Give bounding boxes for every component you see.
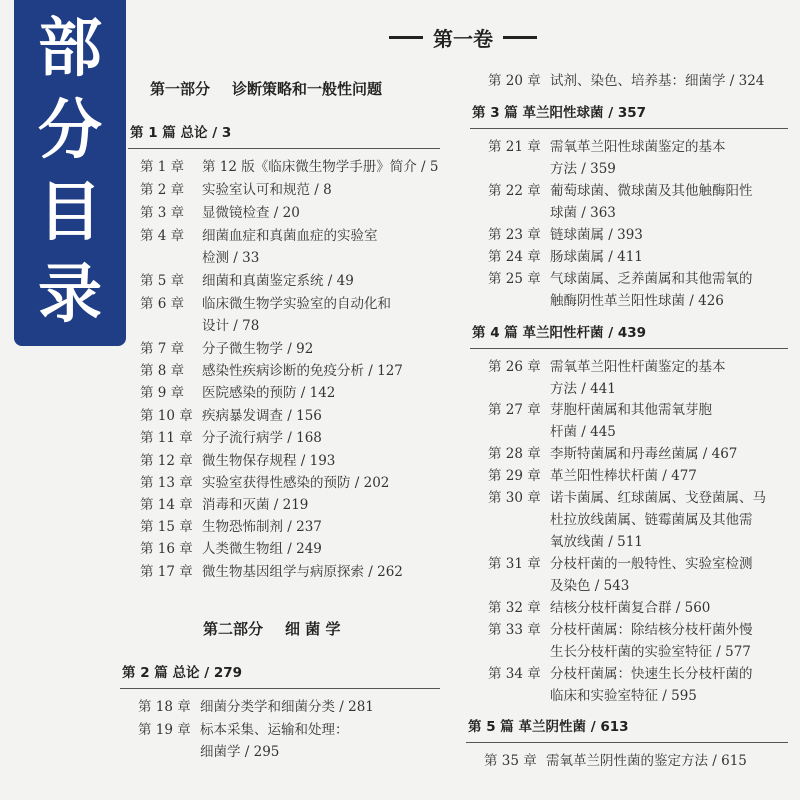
chapter-number: 第 33 章	[488, 622, 541, 638]
chapter-number: 第 25 章	[488, 271, 541, 287]
section-rule	[466, 742, 788, 743]
toc-entry-continued[interactable]: 氧放线菌 / 511	[550, 534, 643, 550]
toc-entry[interactable]	[140, 340, 313, 358]
toc-entry[interactable]	[138, 698, 374, 716]
chapter-number: 第 26 章	[488, 359, 541, 375]
toc-entry[interactable]	[140, 496, 308, 514]
chapter-number: 第 5 章	[140, 273, 185, 289]
section-heading: 第 1 篇 总论 / 3	[130, 125, 232, 141]
chapter-title: 临床微生物学实验室的自动化和	[202, 296, 391, 312]
toc-entry[interactable]	[488, 248, 643, 266]
chapter-number: 第 8 章	[140, 363, 185, 379]
volume-title-dash	[389, 36, 423, 39]
part-title: 细 菌 学	[285, 620, 341, 638]
chapter-number: 第 6 章	[140, 296, 185, 312]
chapter-number: 第 31 章	[488, 556, 541, 572]
toc-entry-continued[interactable]: 方法 / 359	[550, 161, 616, 177]
chapter-number: 第 29 章	[488, 468, 541, 484]
toc-entry-continued[interactable]: 及染色 / 543	[550, 578, 630, 594]
toc-entry-continued[interactable]: 检测 / 33	[202, 250, 260, 266]
chapter-number: 第 1 章	[140, 159, 185, 175]
toc-entry[interactable]	[488, 270, 753, 288]
toc-entry[interactable]	[140, 272, 354, 290]
part-number: 第二部分	[203, 620, 264, 638]
toc-entry-continued[interactable]: 设计 / 78	[202, 318, 260, 334]
chapter-title: 细菌和真菌鉴定系统 / 49	[202, 273, 354, 289]
volume-title	[378, 22, 548, 52]
chapter-title: 诺卡菌属、红球菌属、戈登菌属、马	[550, 490, 766, 506]
chapter-number: 第 7 章	[140, 341, 185, 357]
chapter-title: 细菌分类学和细菌分类 / 281	[200, 699, 374, 715]
chapter-title: 分子流行病学 / 168	[202, 430, 322, 446]
section-badge	[14, 0, 126, 346]
chapter-number: 第 32 章	[488, 600, 541, 616]
chapter-title: 第 12 版《临床微生物学手册》简介 / 5	[202, 159, 439, 175]
chapter-number: 第 4 章	[140, 228, 185, 244]
toc-entry[interactable]	[488, 401, 712, 419]
toc-entry[interactable]	[140, 474, 389, 492]
chapter-number: 第 34 章	[488, 666, 541, 682]
chapter-title: 革兰阳性棒状杆菌 / 477	[550, 468, 697, 484]
chapter-title: 细菌血症和真菌血症的实验室	[202, 228, 378, 244]
chapter-title: 微生物保存规程 / 193	[202, 453, 336, 469]
section-rule	[470, 348, 788, 349]
section-heading: 第 5 篇 革兰阴性菌 / 613	[468, 719, 629, 735]
chapter-title: 肠球菌属 / 411	[550, 249, 643, 265]
chapter-title: 葡萄球菌、微球菌及其他触酶阳性	[550, 183, 753, 199]
toc-entry[interactable]	[140, 407, 322, 425]
chapter-title: 显微镜检查 / 20	[202, 205, 300, 221]
chapter-number: 第 19 章	[138, 722, 191, 738]
toc-entry-continued[interactable]: 细菌学 / 295	[200, 744, 280, 760]
toc-entry[interactable]	[488, 182, 753, 200]
chapter-title: 分枝杆菌的一般特性、实验室检测	[550, 556, 753, 572]
volume-title-text: 第一卷	[433, 26, 493, 51]
toc-entry-continued[interactable]: 杆菌 / 445	[550, 424, 616, 440]
chapter-title: 结核分枝杆菌复合群 / 560	[550, 600, 711, 616]
chapter-title: 感染性疾病诊断的免疫分析 / 127	[202, 363, 403, 379]
chapter-number: 第 12 章	[140, 453, 193, 469]
chapter-number: 第 11 章	[140, 430, 193, 446]
toc-entry[interactable]	[488, 599, 710, 617]
badge-char: 目	[38, 176, 102, 250]
part-title: 诊断策略和一般性问题	[232, 80, 383, 98]
section-heading: 第 2 篇 总论 / 279	[122, 665, 243, 681]
part-number: 第一部分	[150, 80, 211, 98]
chapter-title: 气球菌属、乏养菌属和其他需氧的	[550, 271, 753, 287]
toc-entry[interactable]	[138, 721, 349, 739]
chapter-number: 第 21 章	[488, 139, 541, 155]
chapter-number: 第 35 章	[484, 753, 537, 769]
chapter-title: 人类微生物组 / 249	[202, 541, 322, 557]
toc-entry[interactable]	[140, 204, 300, 222]
chapter-title: 标本采集、运输和处理：	[200, 722, 349, 738]
chapter-title: 医院感染的预防 / 142	[202, 385, 336, 401]
chapter-number: 第 28 章	[488, 446, 541, 462]
toc-entry[interactable]	[140, 384, 335, 402]
chapter-title: 实验室获得性感染的预防 / 202	[202, 475, 390, 491]
chapter-number: 第 9 章	[140, 385, 185, 401]
chapter-number: 第 16 章	[140, 541, 193, 557]
part-heading	[203, 620, 340, 638]
chapter-number: 第 2 章	[140, 182, 185, 198]
toc-entry[interactable]	[140, 452, 335, 470]
toc-entry[interactable]	[140, 429, 322, 447]
chapter-number: 第 3 章	[140, 205, 185, 221]
chapter-title: 需氧革兰阴性菌的鉴定方法 / 615	[546, 753, 747, 769]
badge-char: 录	[38, 258, 102, 332]
part-heading	[150, 80, 382, 98]
chapter-number: 第 14 章	[140, 497, 193, 513]
chapter-title: 疾病暴发调查 / 156	[202, 408, 322, 424]
chapter-title: 需氧革兰阳性球菌鉴定的基本	[550, 139, 726, 155]
toc-entry[interactable]	[140, 540, 322, 558]
toc-entry[interactable]	[488, 467, 697, 485]
chapter-number: 第 18 章	[138, 699, 191, 715]
toc-entry[interactable]	[140, 181, 332, 199]
toc-entry[interactable]	[488, 621, 753, 639]
badge-char: 分	[38, 94, 102, 168]
chapter-number: 第 23 章	[488, 227, 541, 243]
section-rule	[128, 148, 440, 149]
chapter-number: 第 17 章	[140, 564, 193, 580]
toc-entry[interactable]	[140, 227, 378, 245]
toc-entry[interactable]	[140, 518, 322, 536]
toc-entry[interactable]	[488, 138, 726, 156]
toc-entry[interactable]	[484, 752, 747, 770]
chapter-number: 第 10 章	[140, 408, 193, 424]
chapter-title: 分枝杆菌属：除结核分枝杆菌外慢	[550, 622, 753, 638]
toc-entry[interactable]	[488, 665, 753, 683]
chapter-title: 链球菌属 / 393	[550, 227, 643, 243]
chapter-title: 李斯特菌属和丹毒丝菌属 / 467	[550, 446, 738, 462]
toc-entry-continued[interactable]: 临床和实验室特征 / 595	[550, 688, 697, 704]
chapter-title: 生物恐怖制剂 / 237	[202, 519, 322, 535]
toc-entry[interactable]	[488, 555, 753, 573]
chapter-number: 第 22 章	[488, 183, 541, 199]
toc-entry[interactable]	[140, 295, 391, 313]
chapter-title: 消毒和灭菌 / 219	[202, 497, 309, 513]
chapter-title: 芽胞杆菌属和其他需氧芽胞	[550, 402, 712, 418]
chapter-number: 第 27 章	[488, 402, 541, 418]
chapter-title: 需氧革兰阳性杆菌鉴定的基本	[550, 359, 726, 375]
chapter-number: 第 24 章	[488, 249, 541, 265]
toc-entry-continued[interactable]: 球菌 / 363	[550, 205, 616, 221]
toc-entry[interactable]	[488, 445, 737, 463]
chapter-number: 第 20 章	[488, 73, 541, 89]
chapter-number: 第 15 章	[140, 519, 193, 535]
chapter-number: 第 13 章	[140, 475, 193, 491]
chapter-title: 分枝杆菌属：快速生长分枝杆菌的	[550, 666, 753, 682]
badge-char: 部	[38, 12, 102, 86]
toc-entry-continued[interactable]: 方法 / 441	[550, 381, 616, 397]
section-heading: 第 3 篇 革兰阳性球菌 / 357	[472, 105, 647, 121]
toc-entry[interactable]	[140, 158, 438, 176]
toc-entry[interactable]	[488, 358, 726, 376]
toc-entry-continued[interactable]: 杜拉放线菌属、链霉菌属及其他需	[550, 512, 753, 528]
chapter-title: 实验室认可和规范 / 8	[202, 182, 332, 198]
volume-title-dash	[503, 36, 537, 39]
section-rule	[120, 688, 440, 689]
toc-entry[interactable]	[488, 489, 766, 507]
toc-entry[interactable]	[488, 226, 643, 244]
toc-entry-continued[interactable]: 触酶阴性革兰阳性球菌 / 426	[550, 293, 724, 309]
chapter-number: 第 30 章	[488, 490, 541, 506]
chapter-title: 分子微生物学 / 92	[202, 341, 314, 357]
chapter-title: 微生物基因组学与病原探索 / 262	[202, 564, 403, 580]
toc-entry-continued[interactable]: 生长分枝杆菌的实验室特征 / 577	[550, 644, 751, 660]
section-heading: 第 4 篇 革兰阳性杆菌 / 439	[472, 325, 647, 341]
toc-entry[interactable]	[140, 362, 403, 380]
chapter-title: 试剂、染色、培养基：细菌学 / 324	[550, 73, 765, 89]
toc-entry[interactable]	[140, 563, 403, 581]
section-rule	[470, 128, 788, 129]
toc-entry[interactable]	[488, 72, 764, 90]
